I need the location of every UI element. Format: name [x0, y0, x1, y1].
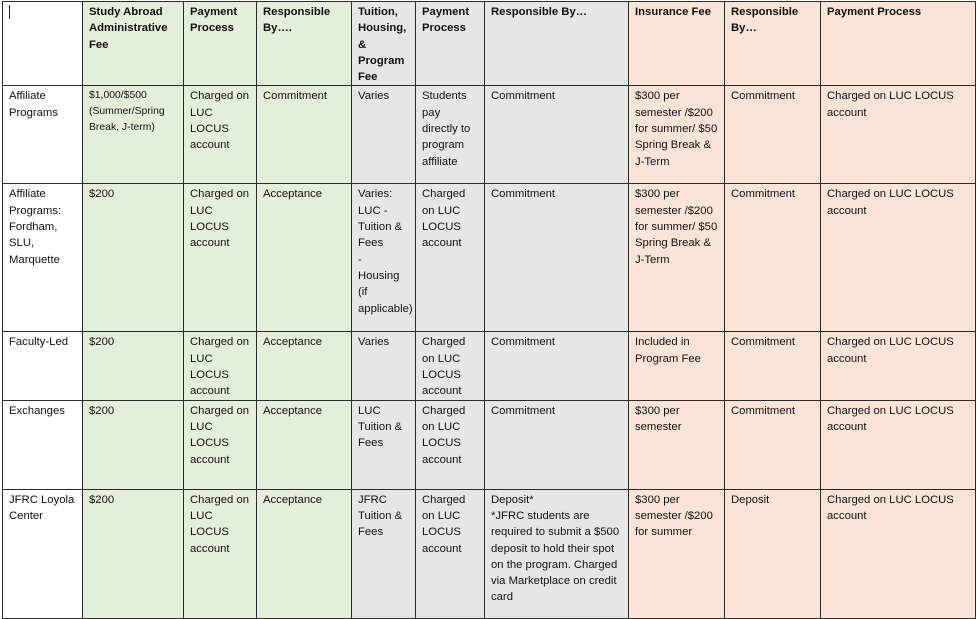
admin-payment-cell: Charged on LUC LOCUS account [184, 332, 257, 400]
admin-responsible-cell: Acceptance [257, 184, 352, 332]
admin-fee-cell: $200 [83, 332, 184, 400]
header-admin-payment-process: Payment Process [184, 2, 257, 86]
admin-responsible-cell: Acceptance [257, 489, 352, 618]
program-name-cell: Affiliate Programs: Fordham, SLU, Marquette [3, 184, 83, 332]
header-program-fee: Tuition, Housing, & Program Fee [352, 2, 416, 86]
admin-fee-cell: $1,000/$500 (Summer/Spring Break, J-term) [83, 86, 184, 184]
insurance-payment-cell: Charged on LUC LOCUS account [821, 489, 976, 618]
insurance-fee-cell: $300 per semester [629, 400, 725, 489]
program-fee-cell: Varies [352, 332, 416, 400]
header-insurance-responsible-by: Responsible By… [725, 2, 821, 86]
insurance-responsible-cell: Deposit [725, 489, 821, 618]
program-payment-cell: Charged on LUC LOCUS account [416, 489, 485, 618]
program-name-cell: JFRC Loyola Center [3, 489, 83, 618]
insurance-fee-cell: $300 per semester /$200 for summer/ $50 Spring Break & J-Term [629, 86, 725, 184]
header-admin-fee: Study Abroad Administrative Fee [83, 2, 184, 86]
program-responsible-cell: Commitment [485, 184, 629, 332]
insurance-payment-cell: Charged on LUC LOCUS account [821, 400, 976, 489]
program-name-cell: Affiliate Programs [3, 86, 83, 184]
insurance-responsible-cell: Commitment [725, 332, 821, 400]
program-fee-cell: Varies: LUC - Tuition & Fees - Housing (if applicable) [352, 184, 416, 332]
program-fee-cell: Varies [352, 86, 416, 184]
insurance-fee-cell: $300 per semester /$200 for summer/ $50 Spring Break & J-Term [629, 184, 725, 332]
program-responsible-cell: Deposit* *JFRC students are required to submit a $500 deposit to hold their spot on the program. Charged via Marketplace on credit card [485, 489, 629, 618]
insurance-payment-cell: Charged on LUC LOCUS account [821, 86, 976, 184]
program-responsible-cell: Commitment [485, 400, 629, 489]
table-row [3, 86, 976, 184]
header-program-payment-process: Payment Process [416, 2, 485, 86]
header-corner-cell[interactable] [3, 2, 83, 86]
table-row [3, 489, 976, 618]
program-payment-cell: Charged on LUC LOCUS account [416, 332, 485, 400]
insurance-responsible-cell: Commitment [725, 86, 821, 184]
insurance-payment-cell: Charged on LUC LOCUS account [821, 332, 976, 400]
admin-payment-cell: Charged on LUC LOCUS account [184, 86, 257, 184]
admin-responsible-cell: Acceptance [257, 332, 352, 400]
header-insurance-payment-process: Payment Process [821, 2, 976, 86]
admin-payment-cell: Charged on LUC LOCUS account [184, 184, 257, 332]
table-row [3, 184, 976, 332]
admin-responsible-cell: Acceptance [257, 400, 352, 489]
insurance-fee-cell: $300 per semester /$200 for summer [629, 489, 725, 618]
table-row [3, 332, 976, 400]
header-insurance-fee: Insurance Fee [629, 2, 725, 86]
insurance-fee-cell: Included in Program Fee [629, 332, 725, 400]
program-payment-cell: Students pay directly to program affiliate [416, 86, 485, 184]
fee-comparison-table [2, 1, 976, 619]
table-row [3, 400, 976, 489]
admin-responsible-cell: Commitment [257, 86, 352, 184]
insurance-responsible-cell: Commitment [725, 184, 821, 332]
header-admin-responsible-by: Responsible By…. [257, 2, 352, 86]
insurance-payment-cell: Charged on LUC LOCUS account [821, 184, 976, 332]
admin-fee-cell: $200 [83, 184, 184, 332]
program-name-cell: Exchanges [3, 400, 83, 489]
header-program-responsible-by: Responsible By… [485, 2, 629, 86]
program-responsible-cell: Commitment [485, 332, 629, 400]
program-fee-cell: LUC Tuition & Fees [352, 400, 416, 489]
admin-fee-cell: $200 [83, 489, 184, 618]
program-payment-cell: Charged on LUC LOCUS account [416, 400, 485, 489]
program-responsible-cell: Commitment [485, 86, 629, 184]
insurance-responsible-cell: Commitment [725, 400, 821, 489]
header-row [3, 2, 976, 86]
admin-payment-cell: Charged on LUC LOCUS account [184, 400, 257, 489]
program-name-cell: Faculty-Led [3, 332, 83, 400]
admin-fee-cell: $200 [83, 400, 184, 489]
program-fee-cell: JFRC Tuition & Fees [352, 489, 416, 618]
admin-payment-cell: Charged on LUC LOCUS account [184, 489, 257, 618]
program-payment-cell: Charged on LUC LOCUS account [416, 184, 485, 332]
text-cursor [9, 5, 10, 19]
